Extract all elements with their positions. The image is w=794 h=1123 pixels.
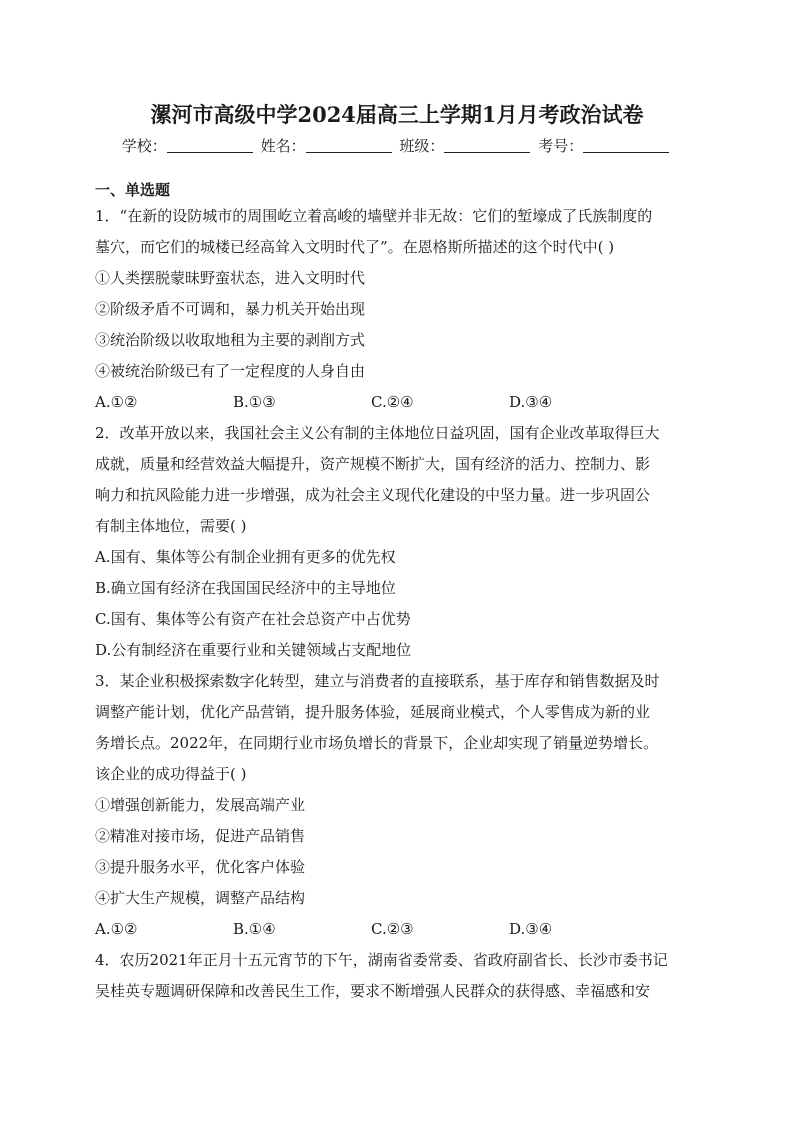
question-text-line: 成就，质量和经营效益大幅提升，资产规模不断扩大，国有经济的活力、控制力、影	[95, 455, 651, 473]
option-c: C.国有、集体等公有资产在社会总资产中占优势	[95, 610, 411, 628]
option-d: D.③④	[509, 920, 553, 938]
class-blank[interactable]	[444, 137, 530, 153]
option-d: D.③④	[509, 393, 553, 411]
section-heading: 一、单选题	[95, 181, 171, 199]
statement-item: ①增强创新能力，发展高端产业	[95, 796, 306, 814]
statement-item: ③提升服务水平，优化客户体验	[95, 858, 306, 876]
option-c: C.②④	[371, 393, 414, 411]
school-blank[interactable]	[167, 137, 253, 153]
name-blank[interactable]	[306, 137, 392, 153]
school-label: 学校：	[121, 137, 167, 155]
option-a: A.①②	[95, 393, 138, 411]
option-c: C.②③	[371, 920, 414, 938]
option-a: A.①②	[95, 920, 138, 938]
question-text-line: 响力和抗风险能力进一步增强，成为社会主义现代化建设的中坚力量。进一步巩固公	[95, 486, 651, 504]
question-text-line: 该企业的成功得益于( )	[95, 765, 247, 783]
option-a: A.国有、集体等公有制企业拥有更多的优先权	[95, 548, 396, 566]
question-text-line: 4．农历2021年正月十五元宵节的下午，湖南省委常委、省政府副省长、长沙市委书记	[95, 951, 668, 969]
question-text-line: 墓穴，而它们的城楼已经高耸入文明时代了”。在恩格斯所描述的这个时代中( )	[95, 238, 615, 256]
statement-item: ②精准对接市场，促进产品销售	[95, 827, 306, 845]
exam-number-blank[interactable]	[583, 137, 669, 153]
question-text-line: 2．改革开放以来，我国社会主义公有制的主体地位日益巩固，国有企业改革取得巨大	[95, 424, 660, 442]
option-d: D.公有制经济在重要行业和关键领域占支配地位	[95, 641, 412, 659]
question-text-line: 有制主体地位，需要( )	[95, 517, 247, 535]
answer-options	[95, 914, 700, 945]
question-2	[95, 418, 700, 666]
question-4	[95, 945, 700, 1007]
exam-title: 漯河市高级中学2024届高三上学期1月月考政治试卷	[150, 102, 644, 127]
statement-item: ④扩大生产规模，调整产品结构	[95, 889, 306, 907]
answer-options	[95, 387, 700, 418]
option-b: B.①④	[233, 920, 276, 938]
question-1	[95, 201, 700, 418]
statement-item: ②阶级矛盾不可调和，暴力机关开始出现	[95, 300, 366, 318]
question-text-line: 吴桂英专题调研保障和改善民生工作，要求不断增强人民群众的获得感、幸福感和安	[95, 982, 651, 1000]
statement-item: ③统治阶级以收取地租为主要的剥削方式	[95, 331, 366, 349]
student-info-row	[0, 135, 794, 157]
question-text-line: 1．“在新的设防城市的周围屹立着高峻的墙壁并非无故：它们的堑壕成了氏族制度的	[95, 207, 653, 225]
question-3	[95, 666, 700, 945]
question-text-line: 务增长点。2022年，在同期行业市场负增长的背景下，企业却实现了销量逆势增长。	[95, 734, 659, 752]
statement-item: ④被统治阶级已有了一定程度的人身自由	[95, 362, 366, 380]
questions-body	[95, 201, 700, 1007]
option-b: B.①③	[233, 393, 276, 411]
option-b: B.确立国有经济在我国国民经济中的主导地位	[95, 579, 396, 597]
exam-number-label: 考号：	[538, 137, 584, 155]
question-text-line: 3．某企业积极探索数字化转型，建立与消费者的直接联系，基于库存和销售数据及时	[95, 672, 660, 690]
statement-item: ①人类摆脱蒙昧野蛮状态，进入文明时代	[95, 269, 366, 287]
question-text-line: 调整产能计划，优化产品营销，提升服务体验，延展商业模式，个人零售成为新的业	[95, 703, 651, 721]
name-label: 姓名：	[260, 137, 306, 155]
class-label: 班级：	[399, 137, 445, 155]
